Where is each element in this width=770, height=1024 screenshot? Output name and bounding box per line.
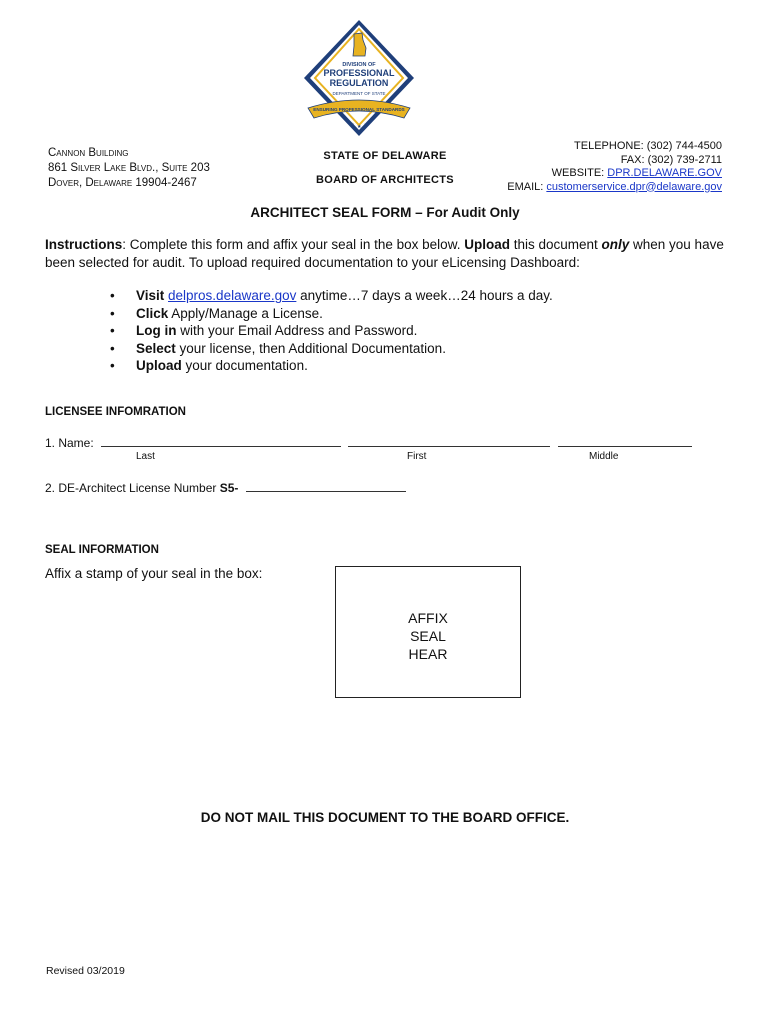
address-line-3: Dover, Delaware 19904-2467 (48, 177, 197, 189)
name-row (45, 436, 692, 450)
fax: FAX: (302) 739-2711 (620, 153, 722, 166)
form-title: ARCHITECT SEAL FORM – For Audit Only (250, 205, 520, 220)
instructions-label: Instructions (45, 237, 123, 252)
step-text: your license, then Additional Documentation. (175, 340, 446, 356)
step-text: your documentation. (181, 358, 308, 373)
bullet-icon: • (110, 358, 115, 373)
instructions-text-3: when you have been selected for audit. To upload required documentation to your eLicensing Dashboard: (45, 237, 724, 270)
instructions-upload: Upload (464, 237, 510, 252)
dpr-logo (300, 18, 418, 144)
revision-date: Revised 03/2019 (46, 965, 125, 977)
license-number-field[interactable] (246, 481, 406, 492)
agency-heading (280, 150, 490, 198)
step-verb: Visit (136, 288, 165, 303)
step-verb: Select (136, 340, 176, 356)
instructions-only: only (601, 237, 630, 252)
license-row (45, 481, 406, 495)
step-verb: Log in (136, 323, 177, 338)
first-name-field[interactable] (348, 436, 550, 447)
last-name-field[interactable] (101, 436, 341, 447)
telephone: TELEPHONE: (302) 744-4500 (574, 140, 722, 152)
address-line-1: Cannon Building (48, 147, 129, 159)
licensee-heading: LICENSEE INFOMRATION (45, 406, 186, 418)
middle-name-field[interactable] (558, 436, 692, 447)
step-item (110, 305, 553, 323)
last-caption: Last (136, 451, 155, 462)
star-icon: ★ (364, 122, 369, 128)
seal-box-line1: AFFIX (408, 610, 448, 626)
step-item (110, 340, 553, 358)
office-address (48, 146, 210, 191)
name-label: 1. Name: (45, 436, 94, 450)
website-label: WEBSITE: (551, 167, 608, 179)
star-icon: ★ (357, 124, 362, 130)
bullet-icon: • (110, 288, 115, 303)
seal-instruction: Affix a stamp of your seal in the box: (45, 566, 263, 581)
instructions-text-1: : Complete this form and affix your seal in the box below. (122, 237, 465, 252)
seal-box-line3: HEAR (408, 646, 448, 662)
bullet-icon: • (110, 340, 115, 356)
logo-line4: DEPARTMENT OF STATE (332, 91, 386, 96)
star-icon: ★ (350, 122, 355, 128)
middle-caption: Middle (589, 451, 619, 462)
step-text: with your Email Address and Password. (176, 323, 418, 338)
website-link[interactable]: DPR.DELAWARE.GOV (607, 167, 722, 179)
license-label: 2. DE-Architect License Number (45, 481, 220, 495)
state-name: STATE OF DELAWARE (323, 150, 447, 162)
logo-line1: DIVISION OF (342, 62, 376, 68)
address-line-2: 861 Silver Lake Blvd., Suite 203 (48, 162, 210, 174)
mail-notice: DO NOT MAIL THIS DOCUMENT TO THE BOARD OFFICE. (200, 810, 570, 825)
logo-line3: REGULATION (329, 78, 389, 88)
instructions-text-2: this document (509, 237, 602, 252)
bullet-icon: • (110, 305, 115, 321)
seal-box[interactable] (335, 566, 521, 698)
step-item (110, 357, 553, 375)
logo-line2: PROFESSIONAL (323, 68, 395, 78)
step-item (110, 287, 553, 305)
instructions (45, 236, 725, 272)
step-text: anytime…7 days a week…24 hours a day. (296, 288, 553, 303)
license-prefix: S5- (219, 481, 239, 495)
step-item (110, 322, 553, 340)
logo-ribbon-text: ENSURING PROFESSIONAL STANDARDS (313, 107, 405, 112)
seal-box-line2: SEAL (410, 628, 446, 644)
board-name: BOARD OF ARCHITECTS (316, 174, 454, 186)
step-verb: Upload (136, 358, 182, 373)
first-caption: First (407, 451, 427, 462)
email-label: EMAIL: (507, 180, 547, 193)
bullet-icon: • (110, 323, 115, 338)
seal-heading: SEAL INFORMATION (45, 544, 159, 556)
email-link[interactable]: customerservice.dpr@delaware.gov (546, 180, 722, 193)
contact-info (462, 140, 722, 194)
step-text: Apply/Manage a License. (168, 305, 323, 321)
step-verb: Click (136, 305, 169, 321)
delpros-link[interactable]: delpros.delaware.gov (168, 288, 297, 303)
upload-steps (110, 287, 553, 375)
